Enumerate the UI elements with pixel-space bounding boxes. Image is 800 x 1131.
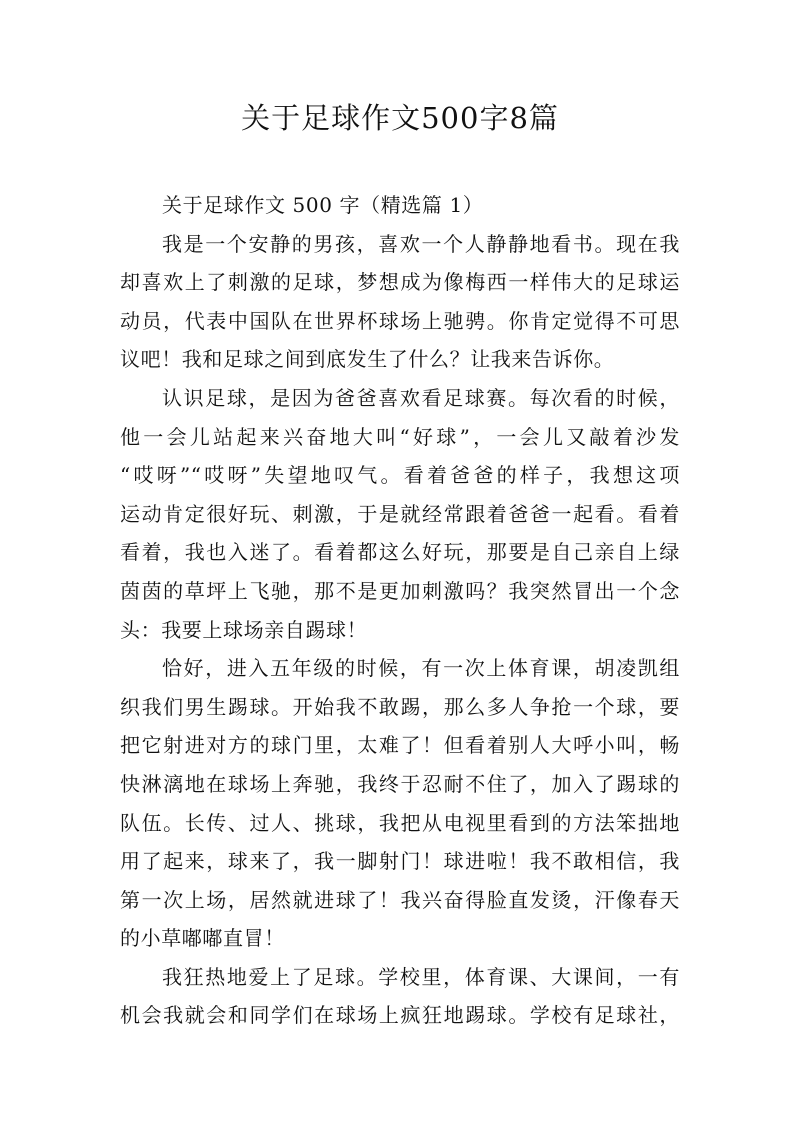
paragraph-line: “哎呀”“哎呀”失望地叹气。看着爸爸的样子，我想这项 [120, 463, 680, 488]
paragraph-line: 我是一个安静的男孩，喜欢一个人静静地看书。现在我 [162, 231, 680, 256]
document-body [120, 186, 680, 1035]
document-title: 关于足球作文500字8篇 [241, 101, 559, 135]
paragraph-line: 却喜欢上了刺激的足球，梦想成为像梅西一样伟大的足球运 [120, 270, 680, 295]
paragraph-line: 机会我就会和同学们在球场上疯狂地踢球。学校有足球社， [120, 1003, 680, 1028]
paragraph-line: 认识足球，是因为爸爸喜欢看足球赛。每次看的时候， [162, 385, 680, 410]
paragraph-line: 队伍。长传、过人、挑球，我把从电视里看到的方法笨拙地 [120, 810, 680, 835]
paragraph-line: 织我们男生踢球。开始我不敢踢，那么多人争抢一个球，要 [120, 694, 680, 719]
paragraph-line: 的小草嘟嘟直冒！ [120, 926, 285, 951]
paragraph-line: 用了起来，球来了，我一脚射门！球进啦！我不敢相信，我 [120, 849, 680, 874]
paragraph-line: 议吧！我和足球之间到底发生了什么？让我来告诉你。 [120, 347, 615, 372]
section-heading: 关于足球作文 500 字（精选篇 1） [162, 193, 484, 217]
paragraph-line: 快淋漓地在球场上奔驰，我终于忍耐不住了，加入了踢球的 [120, 771, 680, 796]
paragraph-line: 茵茵的草坪上飞驰，那不是更加刺激吗？我突然冒出一个念 [120, 578, 680, 603]
paragraph-line: 他一会儿站起来兴奋地大叫“好球”，一会儿又敲着沙发 [120, 424, 680, 449]
paragraph-line: 第一次上场，居然就进球了！我兴奋得脸直发烫，汗像春天 [120, 887, 680, 912]
paragraph-line: 看着，我也入迷了。看着都这么好玩，那要是自己亲自上绿 [120, 540, 680, 565]
paragraph-line: 恰好，进入五年级的时候，有一次上体育课，胡凌凯组 [162, 656, 680, 681]
paragraph-line: 头：我要上球场亲自踢球！ [120, 617, 368, 642]
paragraph-line: 运动肯定很好玩、刺激，于是就经常跟着爸爸一起看。看着 [120, 501, 680, 526]
paragraph-line: 我狂热地爱上了足球。学校里，体育课、大课间，一有 [162, 964, 680, 989]
paragraph-line: 动员，代表中国队在世界杯球场上驰骋。你肯定觉得不可思 [120, 308, 680, 333]
paragraph-line: 把它射进对方的球门里，太难了！但看着别人大呼小叫，畅 [120, 733, 680, 758]
